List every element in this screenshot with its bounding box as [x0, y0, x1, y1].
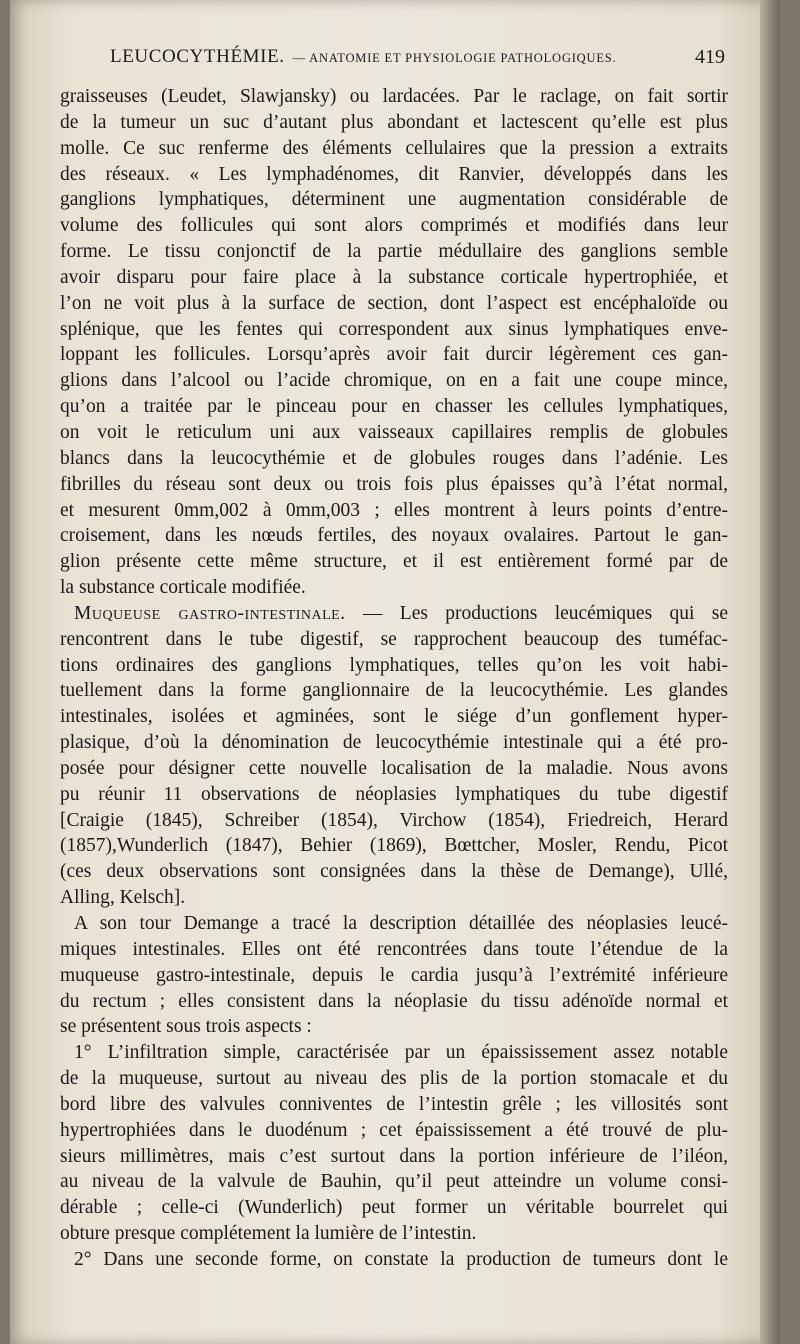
text-line: tuellement dans la forme ganglionnaire de la leucocythémie. Les glandes	[60, 680, 728, 702]
text-line: [Craigie (1845), Schreiber (1854), Virchow (1854), Friedreich, Herard	[60, 809, 728, 831]
text-line: rencontrent dans le tube digestif, se rapprochent beaucoup des tuméfac-	[60, 628, 728, 650]
text-line: Alling, Kelsch].	[60, 887, 186, 909]
page-edge	[760, 0, 780, 1344]
text-line: dérable ; celle-ci (Wunderlich) peut former un véritable bourrelet qui	[60, 1197, 728, 1219]
text-line: ganglions lymphatiques, déterminent une augmentation considérable de	[60, 189, 728, 211]
text-line: (1857),Wunderlich (1847), Behier (1869), Bœttcher, Mosler, Rendu, Picot	[60, 835, 728, 857]
text-line: fibrilles du réseau sont deux ou trois fois plus épaisses qu’à l’état normal,	[60, 473, 728, 495]
text-line: obture presque complétement la lumière de l’intestin.	[60, 1223, 477, 1245]
text-line: des réseaux. « Les lymphadénomes, dit Ranvier, développés dans les	[60, 163, 728, 185]
text-line: loppant les follicules. Lorsqu’après avoir fait durcir légèrement ces gan-	[60, 344, 728, 366]
text-line: (ces deux observations sont consignées dans la thèse de Demange), Ullé,	[60, 861, 728, 883]
text-line: croisement, dans les nœuds fertiles, des noyaux ovalaires. Partout le gan-	[60, 525, 728, 547]
text-line: qu’on a traitée par le pinceau pour en chasser les cellules lymphatiques,	[60, 396, 728, 418]
text-line: tions ordinaires des ganglions lymphatiques, telles qu’on les voit habi-	[60, 654, 728, 676]
text-line: intestinales, isolées et agminées, sont le siége d’un gonflement hyper-	[60, 706, 728, 728]
text-line: posée pour désigner cette nouvelle localisation de la maladie. Nous avons	[60, 757, 728, 779]
running-title	[110, 46, 616, 68]
section-line	[60, 601, 728, 627]
book-page	[10, 0, 780, 1344]
text-line: et mesurent 0mm,002 à 0mm,003 ; elles montrent à leurs points d’entre-	[60, 499, 728, 521]
text-line: glion présente cette même structure, et il est entièrement formé par de	[60, 551, 728, 573]
text-line: la substance corticale modifiée.	[60, 577, 306, 599]
text-line: forme. Le tissu conjonctif de la partie médullaire des ganglions semble	[60, 241, 728, 263]
text-line: volume des follicules qui sont alors comprimés et modifiés dans leur	[60, 215, 728, 237]
text-line: sieurs millimètres, mais c’est surtout dans la portion inférieure de l’iléon,	[60, 1145, 728, 1167]
text-line: du rectum ; elles consistent dans la néoplasie du tissu adénoïde normal et	[60, 990, 728, 1012]
text-line: molle. Ce suc renferme des éléments cellulaires que la pression a extraits	[60, 137, 728, 159]
text-line: on voit le reticulum uni aux vaisseaux capillaires remplis de globules	[60, 421, 728, 443]
text-line: muqueuse gastro-intestinale, depuis le cardia jusqu’à l’extrémité inférieure	[60, 964, 728, 986]
text-line: blancs dans la leucocythémie et de globules rouges dans l’adénie. Les	[60, 447, 728, 469]
text-line: de la muqueuse, surtout au niveau des plis de la portion stomacale et du	[60, 1068, 728, 1090]
text-line: splénique, que les fentes qui correspondent aux sinus lymphatiques enve-	[60, 318, 728, 340]
body-text	[60, 84, 728, 1273]
text-line: l’on ne voit plus à la surface de section, dont l’aspect est encéphaloïde ou	[60, 292, 728, 314]
text-line: 1° L’infiltration simple, caractérisée par un épaississement assez notable	[74, 1042, 728, 1064]
text-line: graisseuses (Leudet, Slawjansky) ou lardacées. Par le raclage, on fait sortir	[60, 86, 728, 107]
text-span: — Les productions leucémiques qui se	[362, 602, 728, 624]
page-number: 419	[695, 46, 725, 68]
text-line: glions dans l’alcool ou l’acide chromique, on en a fait une coupe mince,	[60, 370, 728, 392]
text-line: se présentent sous trois aspects :	[60, 1016, 312, 1038]
text-line: hypertrophiées dans le duodénum ; cet épaississement a été trouvé de plu-	[60, 1119, 728, 1141]
text-line: avoir disparu pour faire place à la substance corticale hypertrophiée, et	[60, 266, 728, 288]
running-header	[110, 46, 725, 76]
section-heading: Muqueuse gastro-intestinale.	[74, 602, 346, 624]
running-title-sub: — ANATOMIE ET PHYSIOLOGIE PATHOLOGIQUES.	[292, 51, 617, 65]
text-line: au niveau de la valvule de Bauhin, qu’il peut atteindre un volume consi-	[60, 1171, 728, 1193]
text-line: plasique, d’où la dénomination de leucocythémie intestinale qui a été pro-	[60, 732, 728, 754]
text-line: bord libre des valvules conniventes de l’intestin grêle ; les villosités sont	[60, 1093, 728, 1115]
text-line: A son tour Demange a tracé la description détaillée des néoplasies leucé-	[74, 913, 728, 934]
text-line: pu réunir 11 observations de néoplasies lymphatiques du tube digestif	[60, 783, 728, 805]
running-title-main: LEUCOCYTHÉMIE.	[110, 46, 285, 67]
text-line: de la tumeur un suc d’autant plus abondant et lactescent qu’elle est plus	[60, 111, 728, 133]
text-line: 2° Dans une seconde forme, on constate la production de tumeurs dont le	[74, 1248, 728, 1270]
text-line: miques intestinales. Elles ont été rencontrées dans toute l’étendue de la	[60, 938, 728, 960]
